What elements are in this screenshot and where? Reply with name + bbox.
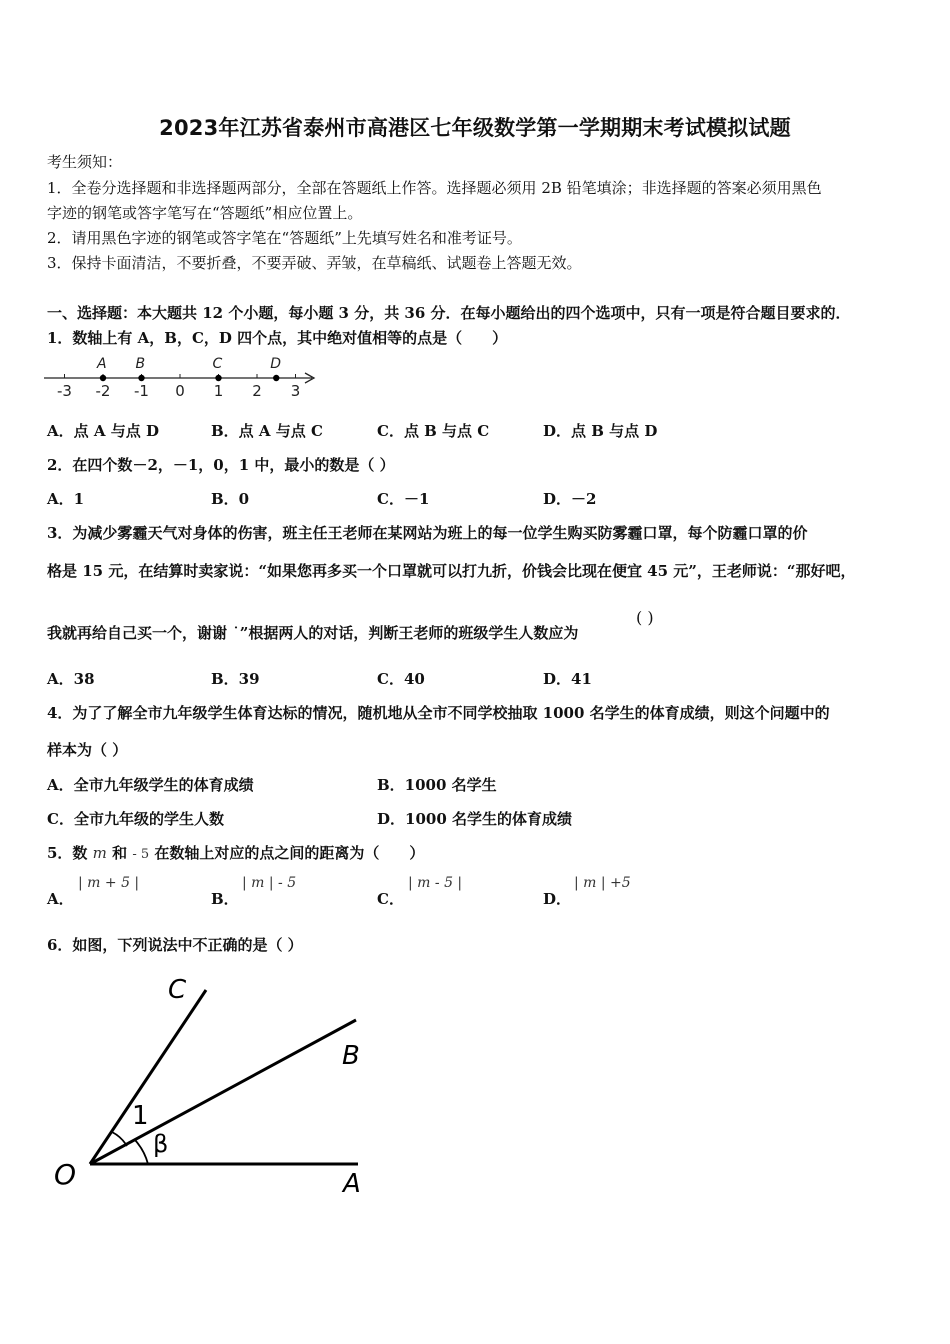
q5-stem (47, 843, 424, 865)
q2-stem: 2．在四个数－2，－1，0，1 中，最小的数是（ ） (47, 456, 395, 474)
notice-line-1b: 字迹的钢笔或答字笔写在“答题纸”相应位置上。 (47, 204, 363, 222)
tick-label: 0 (175, 382, 185, 400)
notice-line-3: 3．保持卡面清洁，不要折叠，不要弄破、弄皱，在草稿纸、试题卷上答题无效。 (47, 254, 582, 272)
q3-option-a[interactable]: A．38 (47, 670, 95, 688)
q5-option-c-label[interactable]: C． (377, 890, 404, 908)
q5-num: - 5 (132, 847, 150, 862)
notice-heading: 考生须知： (47, 153, 123, 171)
q1-stem: 1．数轴上有 A，B，C，D 四个点，其中绝对值相等的点是（ ） (47, 329, 508, 347)
tick-label: -3 (57, 382, 72, 400)
number-line-figure (40, 352, 330, 402)
angle-beta-arc (135, 1140, 148, 1164)
angle-1-arc (112, 1132, 127, 1146)
tick-label: 1 (213, 382, 224, 400)
q4-line-2: 样本为（ ） (47, 741, 128, 759)
q6-stem: 6．如图，下列说法中不正确的是（ ） (47, 936, 303, 954)
q2-option-b[interactable]: B．0 (211, 490, 250, 508)
q1-option-c[interactable]: C．点 B 与点 C (377, 422, 490, 440)
point-c (215, 375, 221, 381)
label-o: O (54, 1158, 77, 1191)
q5-var-m: m (92, 844, 107, 862)
q5-option-a-expr[interactable]: | m + 5 | (78, 875, 140, 891)
label-b: B (342, 1041, 360, 1071)
q3-line-3: 我就再给自己买一个，谢谢 ˙”根据两人的对话，判断王老师的班级学生人数应为 (47, 624, 579, 642)
ray-ob (90, 1020, 356, 1164)
label-angle-1: 1 (132, 1101, 149, 1131)
q4-option-d[interactable]: D．1000 名学生的体育成绩 (377, 810, 572, 828)
q5-option-d-expr[interactable]: | m | +5 (574, 875, 631, 891)
q4-option-b[interactable]: B．1000 名学生 (377, 776, 497, 794)
q1-option-a[interactable]: A．点 A 与点 D (47, 422, 159, 440)
q2-option-a[interactable]: A．1 (47, 490, 85, 508)
point-label-d: D (270, 356, 282, 372)
q5-option-a-label[interactable]: A． (47, 890, 74, 908)
q5-mid: 和 (112, 844, 128, 862)
q1-option-d[interactable]: D．点 B 与点 D (543, 422, 658, 440)
q5-option-d-label[interactable]: D． (543, 890, 572, 908)
tick-label: -2 (95, 382, 111, 400)
q3-option-c[interactable]: C．40 (377, 670, 425, 688)
angle-figure (40, 962, 400, 1202)
tick-label: 2 (252, 382, 262, 400)
label-c: C (168, 975, 187, 1005)
q3-answer-paren: ( ) (636, 608, 654, 627)
q5-post: 在数轴上对应的点之间的距离为（ ） (154, 844, 425, 862)
q4-line-1: 4．为了了解全市九年级学生体育达标的情况，随机地从全市不同学校抽取 1000 名学生的体育成绩，则这个问题中的 (47, 704, 830, 722)
q2-option-d[interactable]: D．－2 (543, 490, 597, 508)
q3-option-b[interactable]: B．39 (211, 670, 260, 688)
q4-option-a[interactable]: A．全市九年级学生的体育成绩 (47, 776, 254, 794)
label-a: A (343, 1169, 361, 1199)
tick-label: 3 (290, 382, 301, 400)
ray-oc (90, 990, 206, 1164)
notice-line-1: 1．全卷分选择题和非选择题两部分，全部在答题纸上作答。选择题必须用 2B 铅笔填涂；非选择题的答案必须用黑色 (47, 179, 822, 197)
q1-option-b[interactable]: B．点 A 与点 C (211, 422, 323, 440)
q5-option-b-label[interactable]: B． (211, 890, 239, 908)
point-label-c: C (212, 356, 223, 372)
point-label-a: A (97, 356, 107, 372)
page-title: 2023年江苏省泰州市高港区七年级数学第一学期期末考试模拟试题 (159, 116, 791, 140)
section-heading: 一、选择题：本大题共 12 个小题，每小题 3 分，共 36 分．在每小题给出的四个选项中，只有一项是符合题目要求的． (47, 304, 851, 322)
q2-option-c[interactable]: C．－1 (377, 490, 430, 508)
q3-option-d[interactable]: D．41 (543, 670, 592, 688)
label-angle-beta: β (153, 1130, 169, 1158)
tick-label: -1 (134, 382, 149, 400)
point-b (138, 375, 144, 381)
point-d (273, 375, 279, 381)
q3-line-2: 格是 15 元，在结算时卖家说：“如果您再多买一个口罩就可以打九折，价钱会比现在便宜 45 元”，王老师说：“那好吧， (47, 562, 856, 580)
notice-line-2: 2．请用黑色字迹的钢笔或答字笔在“答题纸”上先填写姓名和准考证号。 (47, 229, 522, 247)
q5-option-c-expr[interactable]: | m - 5 | (408, 875, 463, 891)
q3-line-1: 3．为减少雾霾天气对身体的伤害，班主任王老师在某网站为班上的每一位学生购买防雾霾口罩，每个防霾口罩的价 (47, 524, 808, 542)
q5-pre: 5．数 (47, 844, 88, 862)
q5-option-b-expr[interactable]: | m | - 5 (242, 875, 297, 891)
point-a (100, 375, 106, 381)
point-label-b: B (135, 356, 146, 372)
q4-option-c[interactable]: C．全市九年级的学生人数 (47, 810, 224, 828)
